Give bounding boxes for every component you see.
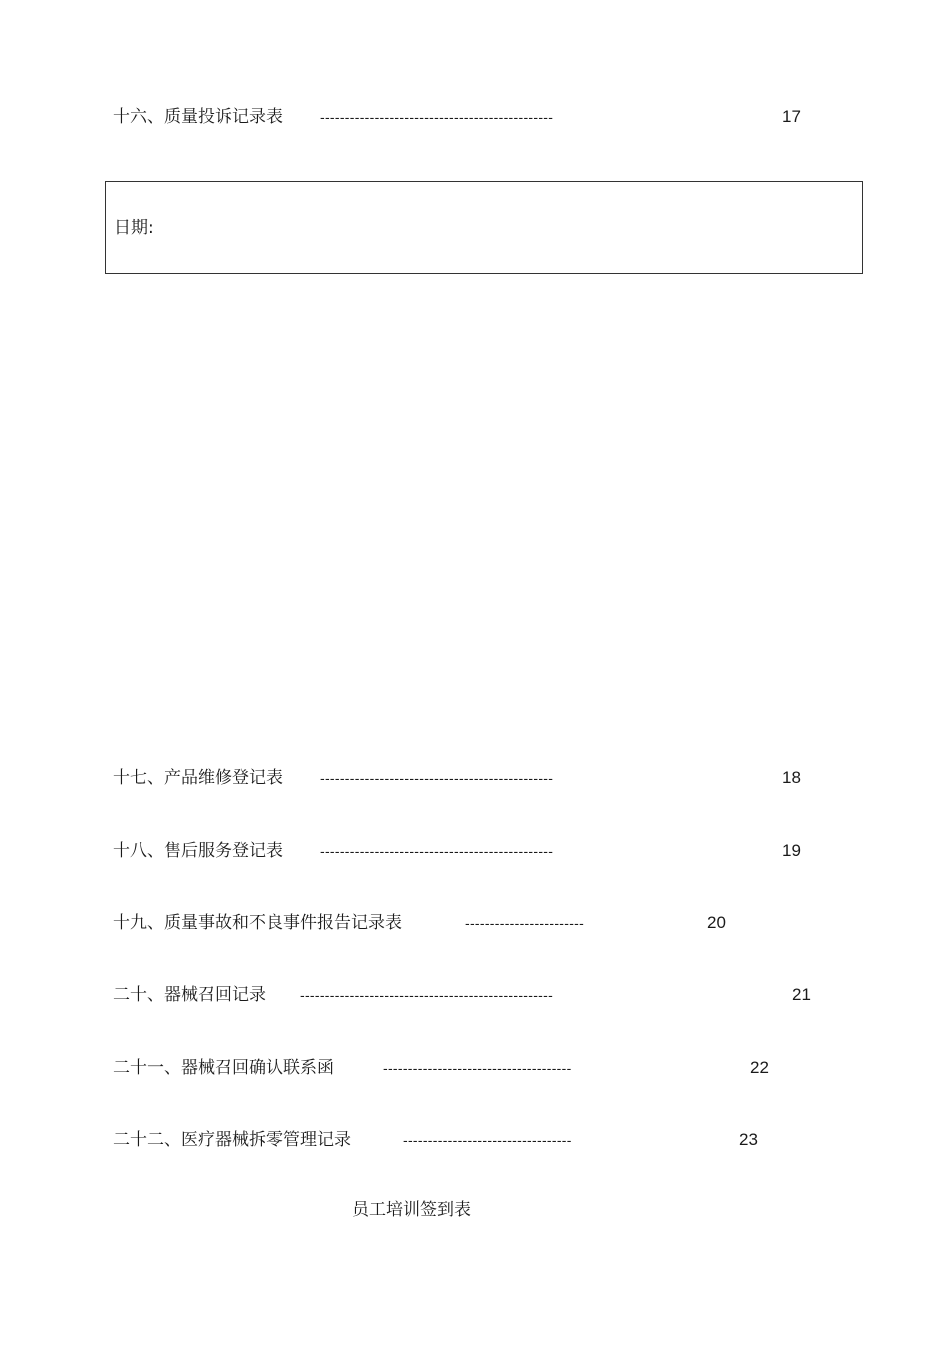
- toc-page-number: 19: [782, 841, 801, 860]
- toc-leader: -----------------------------------------------: [320, 843, 554, 859]
- toc-leader: --------------------------------------: [383, 1060, 572, 1076]
- toc-page-number: 23: [739, 1130, 758, 1149]
- toc-title: 十九、质量事故和不良事件报告记录表: [113, 913, 402, 933]
- toc-leader: -----------------------------------------------: [320, 770, 554, 786]
- toc-page-number: 18: [782, 768, 801, 787]
- toc-leader: ------------------------: [465, 915, 585, 931]
- date-box: [105, 181, 863, 274]
- section-title: 员工培训签到表: [352, 1200, 471, 1220]
- date-label: 日期:: [114, 218, 154, 238]
- toc-page-number: 17: [782, 107, 801, 126]
- toc-title: 十八、售后服务登记表: [113, 841, 283, 861]
- toc-leader: ----------------------------------: [403, 1132, 572, 1148]
- toc-title: 二十二、医疗器械拆零管理记录: [113, 1130, 351, 1150]
- toc-page-number: 22: [750, 1058, 769, 1077]
- toc-title: 十六、质量投诉记录表: [113, 107, 283, 127]
- toc-leader: ---------------------------------------------------: [300, 987, 554, 1003]
- toc-page-number: 20: [707, 913, 726, 932]
- toc-title: 二十、器械召回记录: [113, 985, 266, 1005]
- toc-leader: -----------------------------------------------: [320, 109, 554, 125]
- toc-title: 二十一、器械召回确认联系函: [113, 1058, 334, 1078]
- toc-page-number: 21: [792, 985, 811, 1004]
- toc-title: 十七、产品维修登记表: [113, 768, 283, 788]
